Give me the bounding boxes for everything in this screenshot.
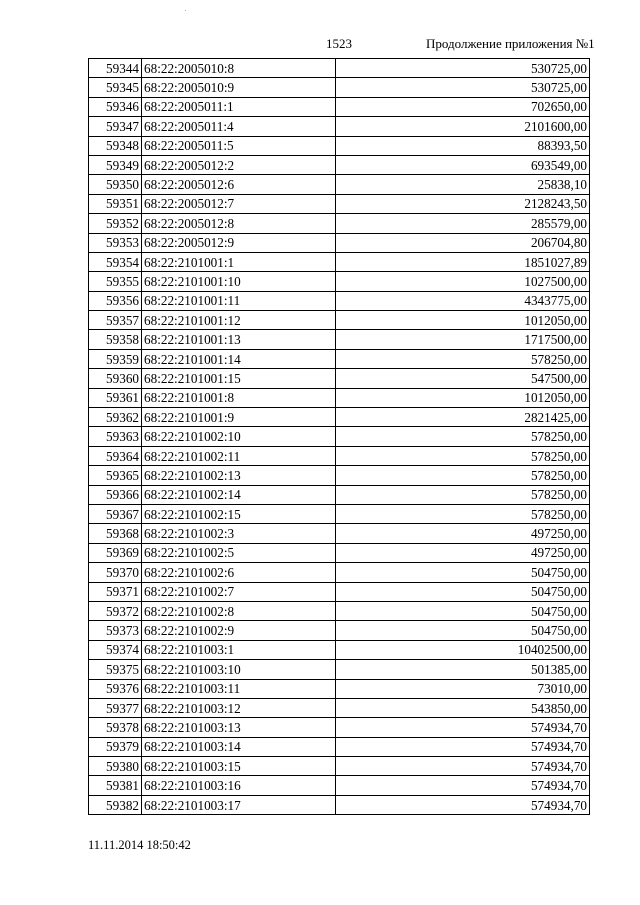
cadastral-value-cell: 574934,70: [336, 737, 590, 756]
scan-speck: [185, 10, 186, 11]
cadastral-value-cell: 530725,00: [336, 59, 590, 78]
cadastral-value-cell: 578250,00: [336, 349, 590, 368]
cadastral-value-cell: 1717500,00: [336, 330, 590, 349]
table-row: [89, 59, 590, 78]
row-number-cell: 59365: [89, 466, 142, 485]
cadastral-value-cell: 10402500,00: [336, 640, 590, 659]
cadastral-value-cell: 1027500,00: [336, 272, 590, 291]
table-row: [89, 504, 590, 523]
cadastral-number-cell: 68:22:2101003:17: [142, 795, 336, 814]
cadastral-number-cell: 68:22:2101003:13: [142, 718, 336, 737]
cadastral-number-cell: 68:22:2101003:10: [142, 660, 336, 679]
cadastral-number-cell: 68:22:2005012:7: [142, 194, 336, 213]
table-row: [89, 466, 590, 485]
row-number-cell: 59348: [89, 136, 142, 155]
row-number-cell: 59360: [89, 369, 142, 388]
cadastral-number-cell: 68:22:2101001:14: [142, 349, 336, 368]
row-number-cell: 59379: [89, 737, 142, 756]
cadastral-number-cell: 68:22:2101001:13: [142, 330, 336, 349]
row-number-cell: 59345: [89, 78, 142, 97]
row-number-cell: 59378: [89, 718, 142, 737]
table-row: [89, 388, 590, 407]
table-row: [89, 679, 590, 698]
cadastral-number-cell: 68:22:2101002:7: [142, 582, 336, 601]
row-number-cell: 59371: [89, 582, 142, 601]
row-number-cell: 59357: [89, 311, 142, 330]
row-number-cell: 59351: [89, 194, 142, 213]
table-row: [89, 291, 590, 310]
cadastral-number-cell: 68:22:2005010:8: [142, 59, 336, 78]
row-number-cell: 59363: [89, 427, 142, 446]
cadastral-value-cell: 73010,00: [336, 679, 590, 698]
row-number-cell: 59377: [89, 698, 142, 717]
cadastral-value-cell: 530725,00: [336, 78, 590, 97]
table-body: [89, 59, 590, 815]
cadastral-number-cell: 68:22:2101002:14: [142, 485, 336, 504]
cadastral-number-cell: 68:22:2005012:9: [142, 233, 336, 252]
row-number-cell: 59356: [89, 291, 142, 310]
cadastral-number-cell: 68:22:2101002:15: [142, 504, 336, 523]
table-row: [89, 349, 590, 368]
table-row: [89, 330, 590, 349]
row-number-cell: 59375: [89, 660, 142, 679]
cadastral-value-cell: 578250,00: [336, 504, 590, 523]
row-number-cell: 59349: [89, 155, 142, 174]
cadastral-value-table: [88, 58, 590, 815]
row-number-cell: 59354: [89, 252, 142, 271]
cadastral-value-cell: 4343775,00: [336, 291, 590, 310]
continuation-label: Продолжение приложения №1: [426, 36, 595, 51]
cadastral-value-cell: 547500,00: [336, 369, 590, 388]
row-number-cell: 59376: [89, 679, 142, 698]
cadastral-value-cell: 2821425,00: [336, 408, 590, 427]
cadastral-number-cell: 68:22:2101001:10: [142, 272, 336, 291]
table-row: [89, 446, 590, 465]
cadastral-number-cell: 68:22:2005012:6: [142, 175, 336, 194]
cadastral-value-cell: 504750,00: [336, 621, 590, 640]
cadastral-value-cell: 2128243,50: [336, 194, 590, 213]
cadastral-number-cell: 68:22:2101003:1: [142, 640, 336, 659]
row-number-cell: 59361: [89, 388, 142, 407]
cadastral-value-cell: 702650,00: [336, 97, 590, 116]
row-number-cell: 59380: [89, 757, 142, 776]
row-number-cell: 59372: [89, 601, 142, 620]
table-row: [89, 427, 590, 446]
table-row: [89, 233, 590, 252]
cadastral-value-cell: 574934,70: [336, 718, 590, 737]
cadastral-value-cell: 578250,00: [336, 466, 590, 485]
page-number: 1523: [326, 36, 352, 51]
table-row: [89, 78, 590, 97]
row-number-cell: 59367: [89, 504, 142, 523]
cadastral-number-cell: 68:22:2101001:1: [142, 252, 336, 271]
cadastral-number-cell: 68:22:2005011:1: [142, 97, 336, 116]
cadastral-number-cell: 68:22:2101002:13: [142, 466, 336, 485]
cadastral-number-cell: 68:22:2005010:9: [142, 78, 336, 97]
table-row: [89, 97, 590, 116]
cadastral-value-cell: 285579,00: [336, 214, 590, 233]
cadastral-number-cell: 68:22:2101002:8: [142, 601, 336, 620]
cadastral-value-cell: 497250,00: [336, 524, 590, 543]
cadastral-value-cell: 504750,00: [336, 563, 590, 582]
table-row: [89, 155, 590, 174]
table-row: [89, 136, 590, 155]
cadastral-value-cell: 578250,00: [336, 427, 590, 446]
table-row: [89, 601, 590, 620]
cadastral-number-cell: 68:22:2101002:9: [142, 621, 336, 640]
table-row: [89, 485, 590, 504]
row-number-cell: 59359: [89, 349, 142, 368]
cadastral-number-cell: 68:22:2005011:4: [142, 117, 336, 136]
table-row: [89, 175, 590, 194]
row-number-cell: 59362: [89, 408, 142, 427]
table-row: [89, 117, 590, 136]
table-row: [89, 194, 590, 213]
row-number-cell: 59347: [89, 117, 142, 136]
cadastral-number-cell: 68:22:2101002:6: [142, 563, 336, 582]
table-row: [89, 214, 590, 233]
table-row: [89, 311, 590, 330]
row-number-cell: 59344: [89, 59, 142, 78]
cadastral-value-cell: 1012050,00: [336, 388, 590, 407]
cadastral-number-cell: 68:22:2101003:15: [142, 757, 336, 776]
cadastral-value-cell: 504750,00: [336, 601, 590, 620]
cadastral-value-cell: 504750,00: [336, 582, 590, 601]
cadastral-value-cell: 693549,00: [336, 155, 590, 174]
table-row: [89, 524, 590, 543]
cadastral-value-cell: 25838,10: [336, 175, 590, 194]
table-row: [89, 776, 590, 795]
table-row: [89, 369, 590, 388]
table-row: [89, 582, 590, 601]
cadastral-number-cell: 68:22:2101003:12: [142, 698, 336, 717]
row-number-cell: 59373: [89, 621, 142, 640]
row-number-cell: 59355: [89, 272, 142, 291]
row-number-cell: 59350: [89, 175, 142, 194]
table-row: [89, 621, 590, 640]
cadastral-number-cell: 68:22:2101002:10: [142, 427, 336, 446]
cadastral-number-cell: 68:22:2101001:12: [142, 311, 336, 330]
cadastral-number-cell: 68:22:2005012:2: [142, 155, 336, 174]
cadastral-value-cell: 574934,70: [336, 757, 590, 776]
row-number-cell: 59382: [89, 795, 142, 814]
cadastral-value-cell: 1012050,00: [336, 311, 590, 330]
row-number-cell: 59374: [89, 640, 142, 659]
row-number-cell: 59346: [89, 97, 142, 116]
row-number-cell: 59381: [89, 776, 142, 795]
row-number-cell: 59368: [89, 524, 142, 543]
table-row: [89, 718, 590, 737]
row-number-cell: 59366: [89, 485, 142, 504]
cadastral-number-cell: 68:22:2101002:3: [142, 524, 336, 543]
table-row: [89, 543, 590, 562]
cadastral-value-cell: 501385,00: [336, 660, 590, 679]
table-row: [89, 660, 590, 679]
print-timestamp: 11.11.2014 18:50:42: [88, 838, 191, 852]
cadastral-number-cell: 68:22:2101003:11: [142, 679, 336, 698]
cadastral-number-cell: 68:22:2101001:8: [142, 388, 336, 407]
row-number-cell: 59352: [89, 214, 142, 233]
cadastral-value-cell: 1851027,89: [336, 252, 590, 271]
table-row: [89, 272, 590, 291]
cadastral-number-cell: 68:22:2101002:11: [142, 446, 336, 465]
table-row: [89, 408, 590, 427]
cadastral-value-cell: 497250,00: [336, 543, 590, 562]
row-number-cell: 59353: [89, 233, 142, 252]
cadastral-value-cell: 578250,00: [336, 446, 590, 465]
cadastral-number-cell: 68:22:2101002:5: [142, 543, 336, 562]
cadastral-number-cell: 68:22:2101001:9: [142, 408, 336, 427]
table-row: [89, 563, 590, 582]
cadastral-number-cell: 68:22:2101003:14: [142, 737, 336, 756]
table-row: [89, 737, 590, 756]
cadastral-value-cell: 578250,00: [336, 485, 590, 504]
cadastral-value-cell: 2101600,00: [336, 117, 590, 136]
cadastral-number-cell: 68:22:2101003:16: [142, 776, 336, 795]
cadastral-value-cell: 88393,50: [336, 136, 590, 155]
table-row: [89, 698, 590, 717]
row-number-cell: 59370: [89, 563, 142, 582]
table-row: [89, 757, 590, 776]
cadastral-value-cell: 206704,80: [336, 233, 590, 252]
cadastral-number-cell: 68:22:2101001:15: [142, 369, 336, 388]
cadastral-value-cell: 543850,00: [336, 698, 590, 717]
row-number-cell: 59358: [89, 330, 142, 349]
cadastral-number-cell: 68:22:2101001:11: [142, 291, 336, 310]
row-number-cell: 59364: [89, 446, 142, 465]
row-number-cell: 59369: [89, 543, 142, 562]
cadastral-number-cell: 68:22:2005012:8: [142, 214, 336, 233]
table-row: [89, 640, 590, 659]
table-row: [89, 252, 590, 271]
cadastral-value-cell: 574934,70: [336, 776, 590, 795]
table-row: [89, 795, 590, 814]
cadastral-value-cell: 574934,70: [336, 795, 590, 814]
cadastral-number-cell: 68:22:2005011:5: [142, 136, 336, 155]
